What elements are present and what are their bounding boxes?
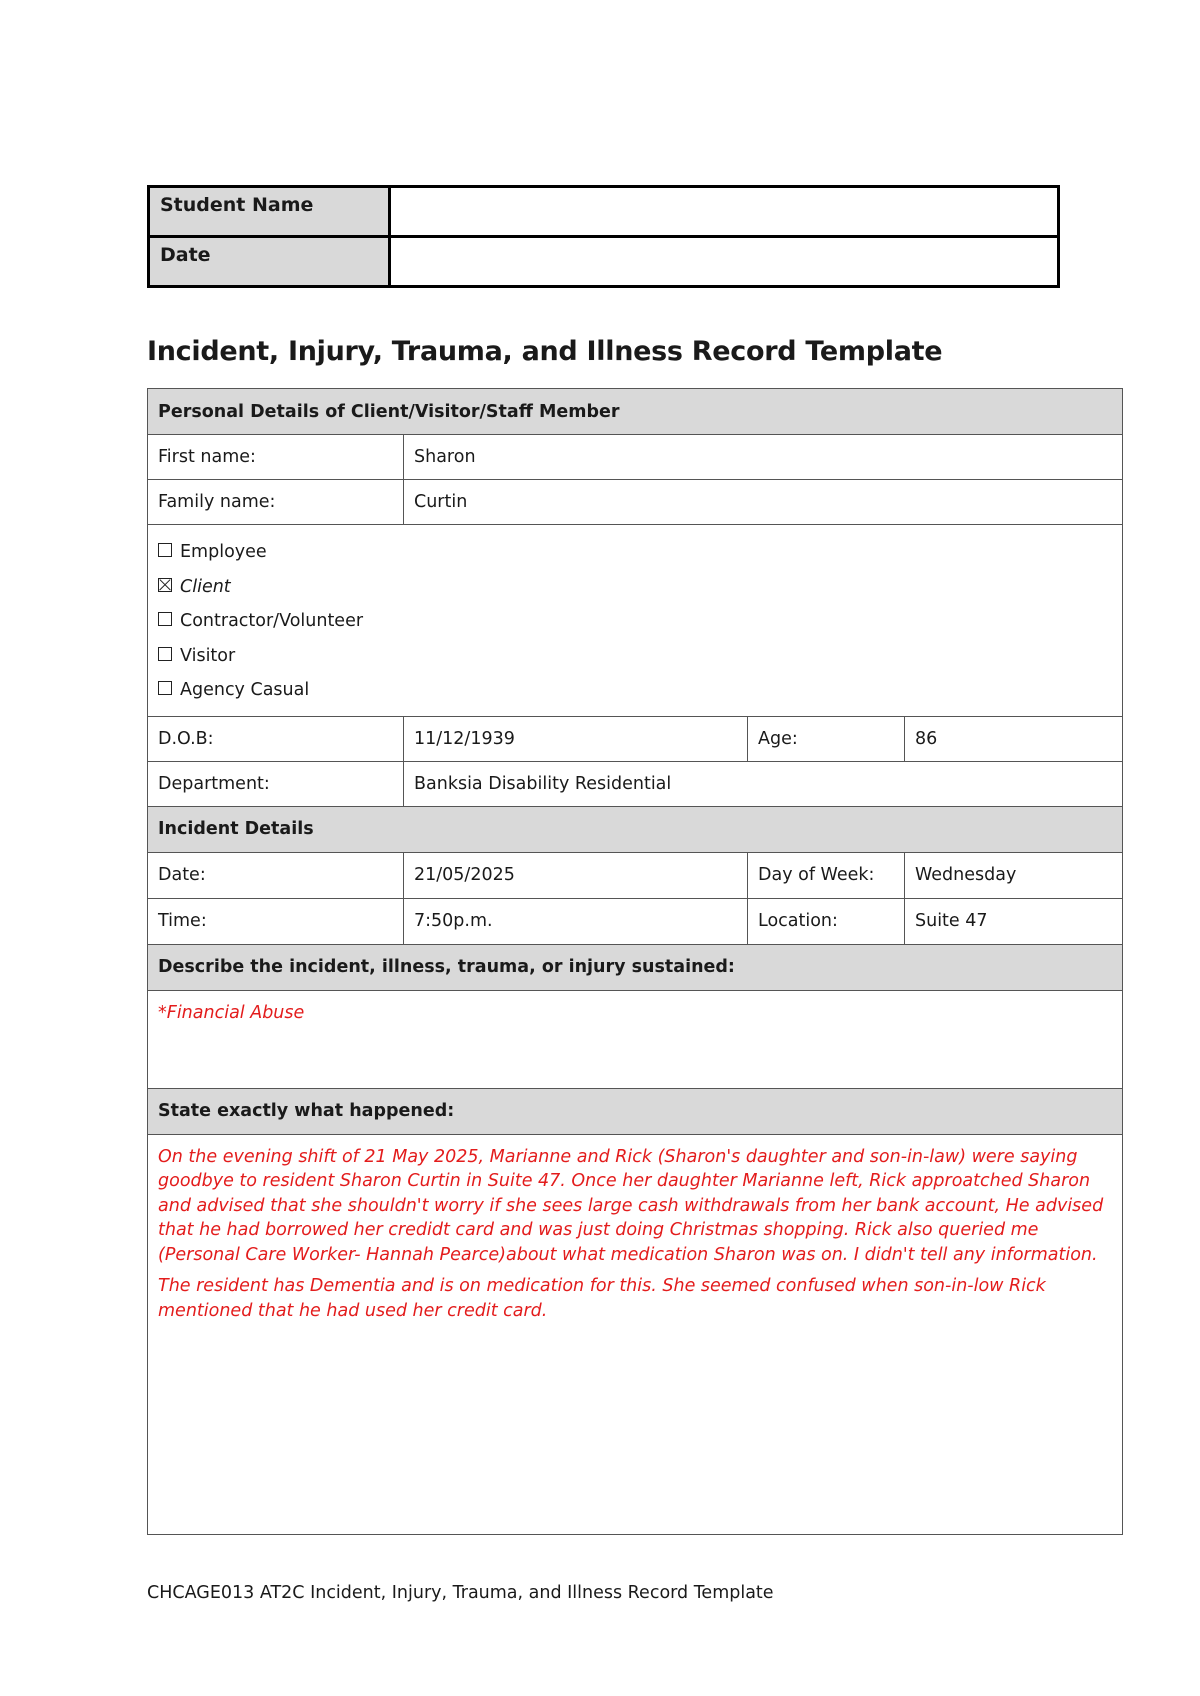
- contractor-checkbox[interactable]: [158, 612, 172, 626]
- role-option-employee[interactable]: [158, 535, 1112, 570]
- incident-details-header: Incident Details: [148, 806, 1123, 852]
- age-value[interactable]: 86: [905, 716, 1123, 761]
- department-value[interactable]: Banksia Disability Residential: [404, 761, 1123, 806]
- incident-time-value[interactable]: 7:50p.m.: [404, 898, 748, 944]
- role-option-visitor[interactable]: [158, 639, 1112, 674]
- role-option-client[interactable]: [158, 570, 1112, 605]
- role-option-contractor[interactable]: [158, 604, 1112, 639]
- describe-header: Describe the incident, illness, trauma, or injury sustained:: [148, 944, 1123, 990]
- incident-time-label: Time:: [148, 898, 404, 944]
- student-name-field[interactable]: [390, 187, 1059, 237]
- age-label: Age:: [748, 716, 905, 761]
- agency-casual-label: Agency Casual: [180, 680, 310, 700]
- student-date-label: Date: [149, 237, 390, 287]
- dob-label: D.O.B:: [148, 716, 404, 761]
- employee-checkbox[interactable]: [158, 543, 172, 557]
- incident-record-table: [147, 388, 1123, 1535]
- page-footer: CHCAGE013 AT2C Incident, Injury, Trauma, and Illness Record Template: [147, 1583, 774, 1603]
- student-info-table: [147, 185, 1060, 288]
- location-label: Location:: [748, 898, 905, 944]
- family-name-label: Family name:: [148, 480, 404, 525]
- personal-details-header: Personal Details of Client/Visitor/Staff Member: [148, 389, 1123, 435]
- first-name-label: First name:: [148, 435, 404, 480]
- family-name-value[interactable]: Curtin: [404, 480, 1123, 525]
- happened-header: State exactly what happened:: [148, 1088, 1123, 1134]
- role-checkbox-group: [148, 525, 1123, 717]
- role-option-agency-casual[interactable]: [158, 673, 1112, 708]
- department-label: Department:: [148, 761, 404, 806]
- client-label: Client: [180, 576, 231, 597]
- incident-date-label: Date:: [148, 852, 404, 898]
- happened-paragraph-1: On the evening shift of 21 May 2025, Marianne and Rick (Sharon's daughter and son-in-law) were saying goodbye to resident Sharon Curtin in Suite 47. Once her daughter Marianne left, Rick approatched Sharon and advised that she shouldn't worry if she sees large cash withdrawals from her bank account, He advised that he had borrowed her credidt card and was just doing Christmas shopping. Rick also queried me (Personal Care Worker- Hannah Pearce)about what medication Sharon was on. I didn't tell any information.: [158, 1146, 1104, 1265]
- happened-paragraph-2: The resident has Dementia and is on medication for this. She seemed confused when son-in-low Rick mentioned that he had used her credit card.: [158, 1276, 1046, 1321]
- client-checkbox-checked[interactable]: [158, 578, 172, 592]
- visitor-label: Visitor: [180, 645, 236, 666]
- visitor-checkbox[interactable]: [158, 647, 172, 661]
- page-title: Incident, Injury, Trauma, and Illness Record Template: [147, 336, 943, 367]
- happened-field[interactable]: [148, 1134, 1123, 1534]
- agency-casual-checkbox[interactable]: [158, 681, 172, 695]
- first-name-value[interactable]: Sharon: [404, 435, 1123, 480]
- describe-field[interactable]: *Financial Abuse: [148, 990, 1123, 1088]
- employee-label: Employee: [180, 542, 267, 562]
- contractor-label: Contractor/Volunteer: [180, 611, 364, 631]
- incident-date-value[interactable]: 21/05/2025: [404, 852, 748, 898]
- location-value[interactable]: Suite 47: [905, 898, 1123, 944]
- student-date-field[interactable]: [390, 237, 1059, 287]
- student-name-label: Student Name: [149, 187, 390, 237]
- dob-value[interactable]: 11/12/1939: [404, 716, 748, 761]
- day-of-week-value[interactable]: Wednesday: [905, 852, 1123, 898]
- day-of-week-label: Day of Week:: [748, 852, 905, 898]
